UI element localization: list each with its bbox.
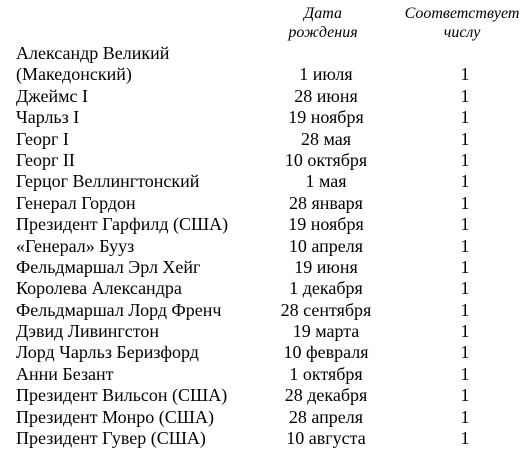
matching-number: 1 — [460, 256, 470, 277]
matching-number: 1 — [460, 107, 470, 128]
header-birth-date-line1: Дата — [304, 5, 342, 22]
matching-number: 1 — [460, 363, 470, 384]
birth-date: 19 марта — [292, 321, 360, 342]
matching-number: 1 — [460, 64, 470, 85]
header-birth-date — [268, 4, 378, 42]
birth-date: 1 мая — [305, 171, 347, 192]
table-row — [0, 86, 532, 107]
person-name: Георг I — [16, 128, 69, 149]
person-name: Чарльз I — [16, 107, 80, 128]
person-name: Генерал Гордон — [16, 192, 136, 213]
matching-number: 1 — [460, 299, 470, 320]
matching-number: 1 — [460, 171, 470, 192]
table-row — [0, 64, 532, 85]
birth-date: 10 февраля — [283, 342, 369, 363]
birth-date: 28 декабря — [284, 385, 368, 406]
table-row — [0, 364, 532, 385]
birth-date: 10 октября — [284, 149, 368, 170]
table-row — [0, 300, 532, 321]
matching-number: 1 — [460, 192, 470, 213]
header-matching-number — [392, 4, 532, 42]
person-name: Королева Александра — [16, 278, 182, 299]
table-row — [0, 43, 532, 64]
matching-number: 1 — [460, 342, 470, 363]
birth-date: 28 января — [289, 192, 363, 213]
birth-date: 1 октября — [289, 363, 363, 384]
person-name: Фельдмаршал Лорд Френч — [16, 299, 222, 320]
table-body — [0, 43, 532, 449]
table-row — [0, 150, 532, 171]
person-name: Президент Гарфилд (США) — [16, 214, 229, 235]
person-name: Джеймс I — [16, 85, 88, 106]
header-birth-date-line2: рождения — [288, 24, 358, 41]
table-row — [0, 129, 532, 150]
birth-date: 1 декабря — [289, 278, 363, 299]
matching-number: 1 — [460, 128, 470, 149]
birth-date: 28 апреля — [288, 406, 364, 427]
table-row — [0, 342, 532, 363]
birth-date: 10 апреля — [288, 235, 364, 256]
person-name: Лорд Чарльз Беризфорд — [16, 342, 199, 363]
matching-number: 1 — [460, 149, 470, 170]
table-row — [0, 171, 532, 192]
person-name: Президент Гувер (США) — [16, 428, 206, 449]
matching-number: 1 — [460, 85, 470, 106]
person-name: Дэвид Ливингстон — [16, 321, 160, 342]
birth-date: 1 июля — [299, 64, 353, 85]
matching-number: 1 — [460, 235, 470, 256]
header-matching-number-line2: числу — [443, 24, 481, 41]
matching-number: 1 — [460, 385, 470, 406]
person-name: Президент Вильсон (США) — [16, 385, 228, 406]
birth-date: 19 ноября — [288, 107, 364, 128]
birth-date: 19 июня — [294, 256, 358, 277]
table-row — [0, 257, 532, 278]
birth-date: 10 августа — [286, 428, 366, 449]
table-row — [0, 107, 532, 128]
table-row — [0, 428, 532, 449]
person-name: Георг II — [16, 149, 75, 170]
person-name: Герцог Веллингтонский — [16, 171, 200, 192]
matching-number: 1 — [460, 428, 470, 449]
person-name: «Генерал» Бууз — [16, 235, 135, 256]
table-row — [0, 278, 532, 299]
person-name: Президент Монро (США) — [16, 406, 214, 427]
table-row — [0, 214, 532, 235]
person-name: Фельдмаршал Эрл Хейг — [16, 256, 201, 277]
matching-number: 1 — [460, 321, 470, 342]
birth-date: 19 ноября — [288, 214, 364, 235]
table-row — [0, 321, 532, 342]
header-matching-number-line1: Соответствует — [404, 5, 520, 22]
table-row — [0, 407, 532, 428]
matching-number: 1 — [460, 214, 470, 235]
person-name: (Македонский) — [16, 64, 132, 85]
matching-number: 1 — [460, 278, 470, 299]
birth-date: 28 сентября — [280, 299, 372, 320]
birth-date: 28 мая — [300, 128, 352, 149]
table-row — [0, 385, 532, 406]
table-row — [0, 236, 532, 257]
matching-number: 1 — [460, 406, 470, 427]
person-name: Анни Безант — [16, 363, 114, 384]
table-row — [0, 193, 532, 214]
birth-date: 28 июня — [294, 85, 358, 106]
person-name: Александр Великий — [16, 43, 170, 63]
